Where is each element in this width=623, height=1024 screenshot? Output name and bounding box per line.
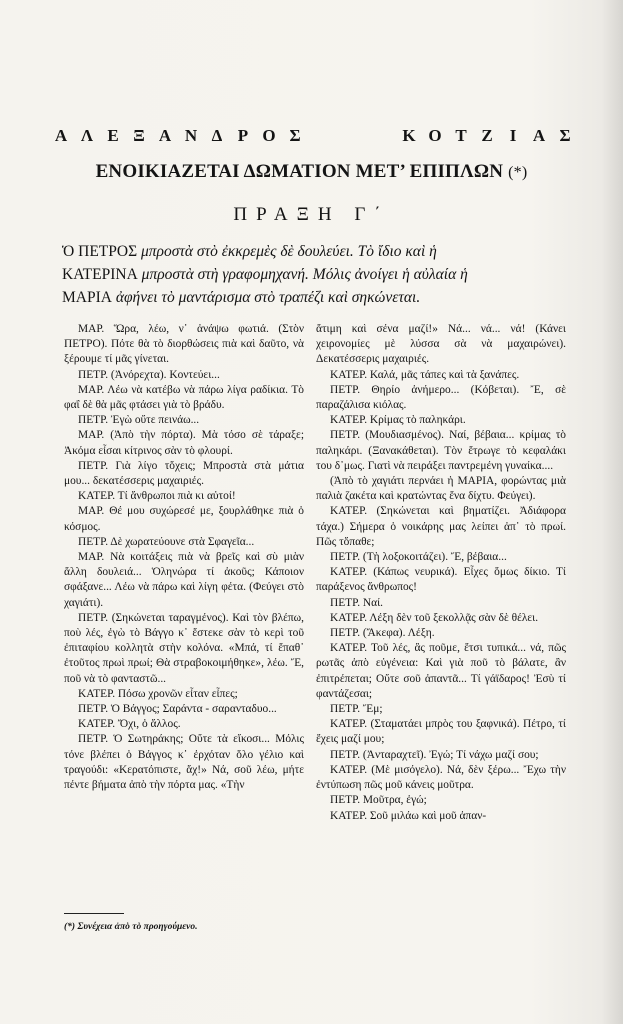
author-last-letter: Ο xyxy=(428,126,442,145)
dialogue-paragraph: ἄτιμη καὶ σένα μαζί!» Νά... νά... νά! (Κάνει χειρονομίες μὲ λύσσα σὰ νὰ μαχαιρώνει). Δεκατέσσερις μαχαιριές. xyxy=(316,323,566,366)
author-first-letter: Λ xyxy=(80,126,94,145)
dialogue-paragraph: ΠΕΤΡ. Μοῦτρα, ἐγώ; xyxy=(330,794,427,807)
author-last-letter: Ζ xyxy=(481,126,493,145)
dialogue-paragraph: ΠΕΤΡ. Ναί. xyxy=(330,596,384,609)
dialogue-paragraph: ΠΕΤΡ. (Τὴ λοξοκοιτάζει). Ἔ, βέβαια... xyxy=(330,551,507,564)
author-first-letter: Ρ xyxy=(237,126,249,145)
dialogue-paragraph: ΚΑΤΕΡ. Λέξη δὲν τοῦ ξεκολλᾷς σὰν δὲ θέλει. xyxy=(330,611,539,624)
dialogue-paragraph: ΠΕΤΡ. Ὁ Βάγγος; Σαράντα - σαρανταδυο... xyxy=(78,703,277,716)
author-first-letter: Ο xyxy=(262,126,276,145)
intro-text-3: ἀφήνει τὸ μαντάρισμα στὸ τραπέζι καὶ σηκώνεται. xyxy=(111,289,421,306)
intro-name-1: Ὁ ΠΕΤΡΟΣ xyxy=(62,243,138,260)
author-first-letter: Α xyxy=(158,126,172,145)
author-first-letter: Δ xyxy=(211,126,223,145)
author-last-letter: Ι xyxy=(509,126,517,145)
dialogue-paragraph: ΠΕΤΡ. Θηρίο ἀνήμερο... (Κόβεται). Ἔ, σὲ παραζάλισα κιόλας. xyxy=(316,383,566,412)
left-text-column xyxy=(64,322,304,793)
dialogue-paragraph: ΚΑΤΕΡ. (Σταματάει μπρὸς του ξαφνικά). Πέτρο, τί ἔχεις μαζί μου; xyxy=(316,718,566,746)
intro-text-2: μπροστὰ στὴ γραφομηχανή. Μόλις ἀνοίγει ἡ αὐλαία ἡ xyxy=(137,266,468,283)
intro-name-3: ΜΑΡΙΑ xyxy=(62,289,112,306)
act-heading: ΠΡΑΞΗ Γ΄ xyxy=(233,204,390,225)
dialogue-paragraph: ΚΑΤΕΡ. Ὄχι, ὁ ἄλλος. xyxy=(78,718,181,731)
dialogue-paragraph: ΚΑΤΕΡ. Κρίμας τὸ παληκάρι. xyxy=(330,414,466,427)
stage-direction-intro xyxy=(62,240,568,309)
author-name xyxy=(48,126,578,146)
intro-text-1: μπροστὰ στὸ ἐκκρεμὲς δὲ δουλεύει. Τὸ ἴδιο καὶ ἡ xyxy=(137,243,437,260)
dialogue-paragraph: ΜΑΡ. Θέ μου συχώρεσέ με, ξουρλάθηκε πιὰ ὁ κόσμος. xyxy=(64,505,304,533)
dialogue-paragraph: ΠΕΤΡ. (Σηκώνεται ταραγμένος). Καὶ τὸν βλέπω, ποὺ λές, ἐγὼ τὸ Βάγγο κ᾽ ἔστεκε σὰν τὸ κερὶ τοῦ ἐπιταφίου κολλητὰ στὴν κολόνα. «Μπά, τί ἔπαθ᾽ ἐτοῦτος πρωὶ πρωί; Θὰ στραβοκοιμήθηκε», λέω. Ἔ, ποῦ νὰ τὸ φανταστῶ... xyxy=(64,611,304,685)
title-footnote-mark: (*) xyxy=(508,164,528,181)
dialogue-paragraph: ΚΑΤΕΡ. Τί ἄνθρωποι πιὰ κι αὐτοί! xyxy=(78,490,236,503)
title-text: ΕΝΟΙΚΙΑΖΕΤΑΙ ΔΩΜΑΤΙΟΝ ΜΕΤ’ ΕΠΙΠΛΩΝ xyxy=(95,161,504,182)
dialogue-paragraph: ΜΑΡ. Λέω νὰ κατέβω νὰ πάρω λίγα ραδίκια. Τὸ φαΐ δὲ θὰ μᾶς φτάσει γιὰ τὸ βράδυ. xyxy=(64,383,304,412)
footnote: (*) Συνέχεια ἀπὸ τὸ προηγούμενο. xyxy=(64,922,198,932)
footnote-rule xyxy=(64,913,124,914)
page-edge-shadow xyxy=(601,0,623,1024)
dialogue-paragraph: ΠΕΤΡ. (Ἀνταραχτεῖ). Ἐγώ; Τί νάχω μαζί σου; xyxy=(330,748,539,761)
author-last-letter: Κ xyxy=(402,126,416,145)
dialogue-paragraph: ΜΑΡ. Ὥρα, λέω, ν᾽ ἀνάψω φωτιά. (Στὸν ΠΕΤΡΟ). Πότε θὰ τὸ διορθώσεις πιὰ καὶ δαῦτο, νὰ ξέρουμε τί μᾶς γίνεται. xyxy=(64,323,304,366)
dialogue-paragraph: ΚΑΤΕΡ. (Σηκώνεται καὶ βηματίζει. Ἀδιάφορα τάχα.) Σήμερα ὁ νοικάρης μας λείπει ἀπ᾽ τὸ πρωί. Πῶς τὄπαθε; xyxy=(316,505,566,548)
play-title xyxy=(0,161,623,183)
dialogue-paragraph: ΠΕΤΡ. Ἔμ; xyxy=(330,703,383,716)
dialogue-paragraph: (Ἀπὸ τὸ χαγιάτι περνάει ἡ ΜΑΡΙΑ, φορώντας μιὰ παλιὰ ζακέτα καὶ κρατώντας ἕνα δίχτυ. Φεύγει). xyxy=(316,475,566,503)
author-last-letter: Σ xyxy=(559,126,571,145)
dialogue-paragraph: ΚΑΤΕΡ. Πόσω χρονῶν εἶταν εἶπες; xyxy=(78,687,238,700)
author-first-letter: Ε xyxy=(107,126,119,145)
dialogue-paragraph: ΠΕΤΡ. (Μουδιασμένος). Ναί, βέβαια... κρίμας τὸ παληκάρι. (Ξανακάθεται). Τὸν ἔτρωγε τὸ κεφαλάκι του δ᾽μως. Γιατὶ νὰ πειράξει παντρεμένη γυναίκα.... xyxy=(316,429,566,472)
author-last-name xyxy=(396,126,578,146)
dialogue-paragraph: ΚΑΤΕΡ. (Μὲ μισόγελο). Νά, δὲν ξέρω... Ἔχω τὴν ἐντύπωση πῶς μοῦ κάνεις μοῦτρα. xyxy=(316,763,566,792)
author-first-letter: Ξ xyxy=(133,126,145,145)
dialogue-paragraph: ΚΑΤΕΡ. Καλά, μᾶς τάπες καὶ τὰ ξανάπες. xyxy=(330,368,520,381)
author-first-letter: Σ xyxy=(289,126,301,145)
dialogue-paragraph: ΜΑΡ. (Ἀπὸ τὴν πόρτα). Μὰ τόσο σὲ τάραξε; Ἀκόμα εἶσαι κίτρινος σὰν τὸ φλουρί. xyxy=(64,429,304,457)
dialogue-paragraph: ΠΕΤΡ. Ὁ Σωτηράκης; Οὔτε τὰ εἴκοσι... Μόλις τόνε βλέπει ὁ Βάγγος κ᾽ ἐρχόταν ὅλο γέλιο καὶ τραγούδι: «Κερατόπιστε, ἄχ!» Νά, σοῦ λέω, μήτε πέντε βήματα ἀπὸ τὴν πόρτα μας. «Τὴν xyxy=(64,733,304,792)
author-last-letter: Τ xyxy=(455,126,467,145)
dialogue-paragraph: ΚΑΤΕΡ. Τοῦ λές, ἂς ποῦμε, ἔτσι τυπικά... νά, πῶς ρωτᾶς ἀπὸ εὐγένεια: Καὶ γιὰ ποῦ τὸ βάλατε, ἂν ἐπιτρέπεται; Οὔτε σοῦ ἀπαντᾶ... Τί γάϊδαρος! Ἐσὺ τί φαντάζεσαι; xyxy=(316,642,566,700)
dialogue-paragraph: ΚΑΤΕΡ. (Κάπως νευρικά). Εἶχες ὅμως δίκιο. Τί παράξενος ἄνθρωπος! xyxy=(316,566,566,594)
dialogue-paragraph: ΠΕΤΡ. (Ἄκεφα). Λέξη. xyxy=(330,627,435,640)
dialogue-paragraph: ΚΑΤΕΡ. Σοῦ μιλάω καὶ μοῦ ἀπαν- xyxy=(330,809,487,822)
right-text-column xyxy=(316,322,566,824)
author-first-letter: Α xyxy=(54,126,68,145)
dialogue-paragraph: ΜΑΡ. Νὰ κοιτάξεις πιὰ νὰ βρεῖς καὶ σὺ μιὰν ἄλλη δουλειά... Ὁληνώρα τί ἀκοῦς; Κάποιον σφάξανε... Λέω νὰ πάρω καὶ λίγη φέτα. (Φεύγει στὸ χαγιάτι). xyxy=(64,551,304,609)
dialogue-paragraph: ΠΕΤΡ. Ἐγὼ οὔτε πεινάω... xyxy=(78,414,200,427)
author-last-letter: Α xyxy=(532,126,546,145)
dialogue-paragraph: ΠΕΤΡ. Δὲ χωρατεύουνε στὰ Σφαγεῖα... xyxy=(78,535,255,548)
author-first-letter: Ν xyxy=(184,126,198,145)
dialogue-paragraph: ΠΕΤΡ. Γιὰ λίγο τὄχεις; Μπροστὰ στὰ μάτια μου... δεκατέσσερις μαχαιριές. xyxy=(64,459,304,488)
intro-name-2: ΚΑΤΕΡΙΝΑ xyxy=(62,266,138,283)
dialogue-paragraph: ΠΕΤΡ. (Ἀνόρεχτα). Κοντεύει... xyxy=(78,368,220,381)
author-first-name xyxy=(48,126,308,146)
